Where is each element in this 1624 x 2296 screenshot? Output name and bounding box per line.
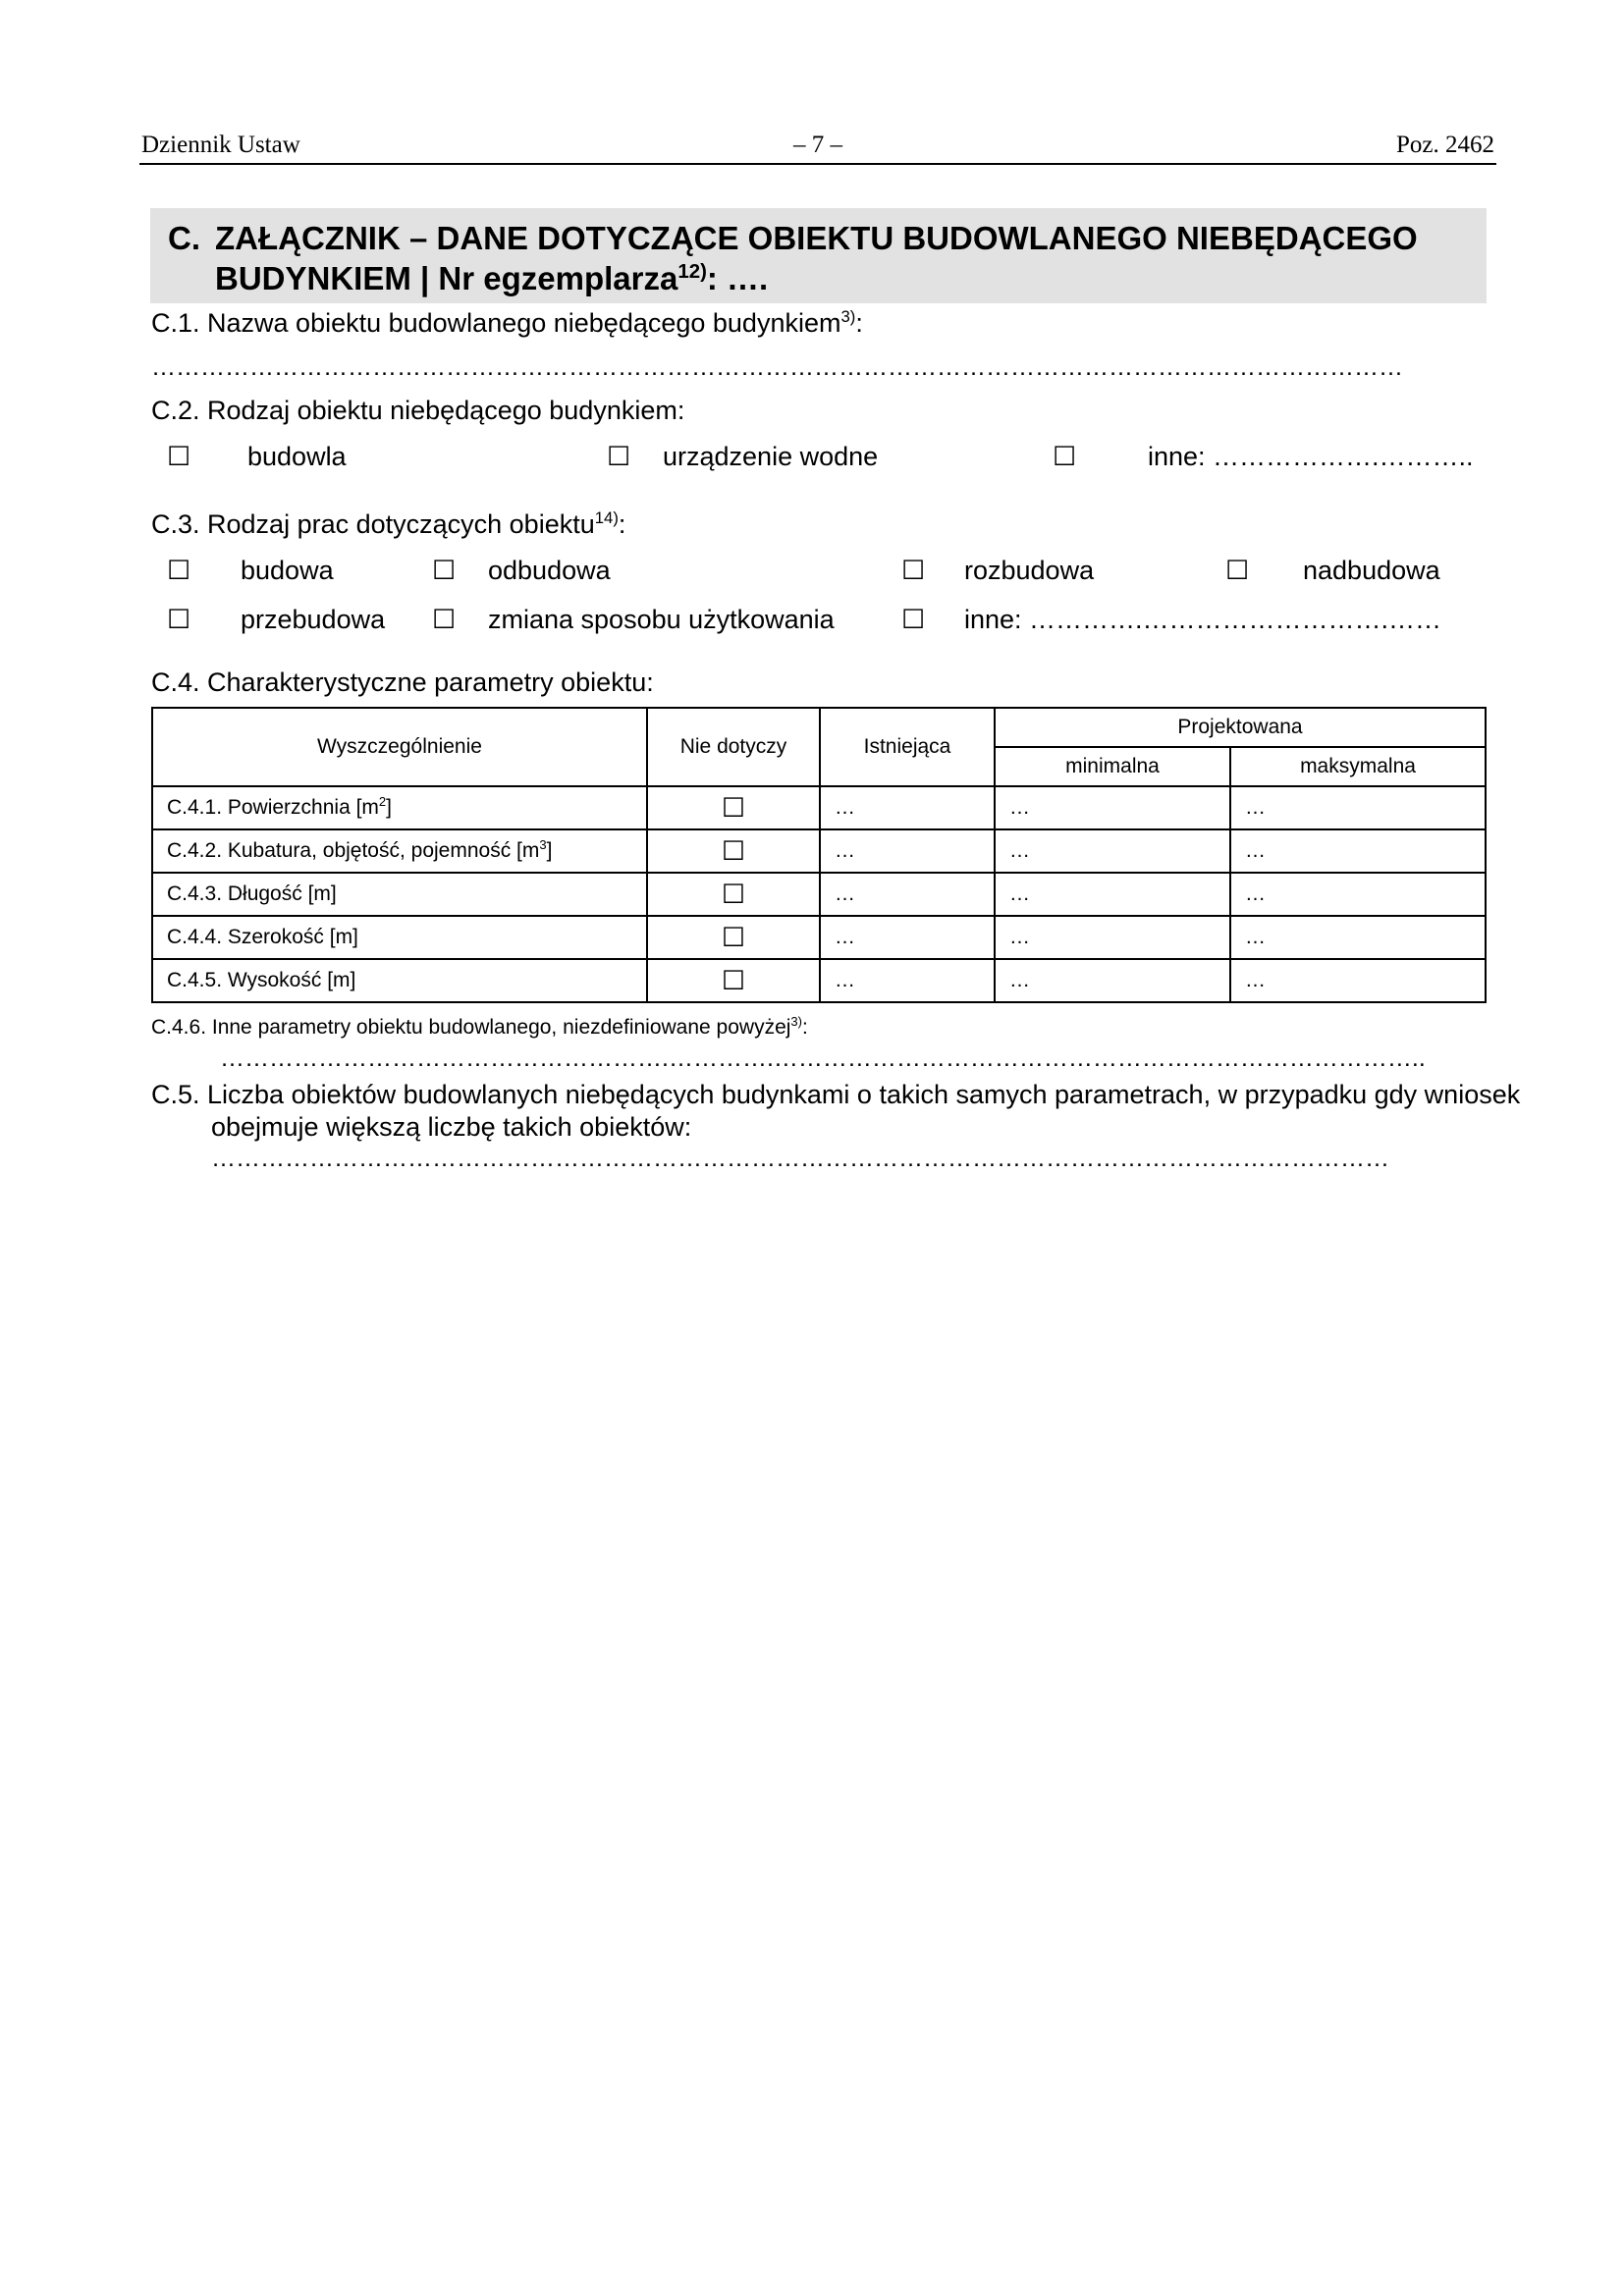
existing-value-field[interactable]: …: [820, 786, 995, 829]
c46-other-parameters-field[interactable]: ……………………………………………….………….……………………………………………………………………..: [220, 1044, 1426, 1072]
header-nie-dotyczy: Nie dotyczy: [647, 708, 820, 786]
header-wyszczegolnienie: Wyszczególnienie: [152, 708, 647, 786]
footnote-ref: 14): [594, 508, 619, 527]
row-label: [152, 786, 647, 829]
min-value-field[interactable]: …: [995, 786, 1230, 829]
header-projektowana: Projektowana: [995, 708, 1486, 747]
row-label: C.4.3. Długość [m]: [152, 873, 647, 916]
c2-checkbox-urzadzenie-wodne[interactable]: ☐: [607, 442, 631, 471]
c5-label-line2: obejmuje większą liczbę takich obiektów:: [211, 1112, 692, 1142]
existing-value-field[interactable]: …: [820, 829, 995, 873]
table-row: [152, 829, 1486, 873]
c3-option-inne[interactable]: inne: ………….……………………….……: [964, 605, 1442, 634]
table-header-row: [152, 708, 1486, 747]
c5-count-field[interactable]: ………………………………………………………………………………………………………………………………: [211, 1145, 1389, 1172]
row-label: [152, 829, 647, 873]
row-label-tail: ]: [546, 839, 553, 862]
c5-label-line1: C.5. Liczba obiektów budowlanych niebędących budynkami o takich samych parametrach, w przypadku gdy wniosek: [151, 1080, 1521, 1109]
c3-option-zmiana-sposobu: zmiana sposobu użytkowania: [488, 605, 835, 634]
table-row: [152, 873, 1486, 916]
c3-option-budowa: budowa: [241, 556, 334, 585]
max-value-field[interactable]: …: [1230, 916, 1486, 959]
c3-option-nadbudowa: nadbudowa: [1303, 556, 1440, 585]
c3-checkbox-inne[interactable]: ☐: [901, 605, 926, 634]
min-value-field[interactable]: …: [995, 873, 1230, 916]
c46-label-text: C.4.6. Inne parametry obiektu budowlanego, niezdefiniowane powyżej: [151, 1016, 791, 1039]
page-header: [139, 130, 1496, 165]
position-number: Poz. 2462: [1396, 132, 1494, 158]
c46-label: [151, 1016, 808, 1040]
c4-label: C.4. Charakterystyczne parametry obiektu:: [151, 667, 654, 697]
max-value-field[interactable]: …: [1230, 873, 1486, 916]
unit-exponent: 2: [378, 794, 387, 809]
page-number: – 7 –: [793, 132, 842, 158]
row-label-text: C.4.2. Kubatura, objętość, pojemność [m: [167, 839, 540, 862]
not-applicable-checkbox[interactable]: ☐: [647, 873, 820, 916]
existing-value-field[interactable]: …: [820, 916, 995, 959]
max-value-field[interactable]: …: [1230, 829, 1486, 873]
c3-checkbox-zmiana-sposobu[interactable]: ☐: [432, 605, 457, 634]
section-title-line2-text: BUDYNKIEM | Nr egzemplarza: [215, 260, 678, 296]
c3-checkbox-przebudowa[interactable]: ☐: [167, 605, 191, 634]
section-title: [150, 208, 1487, 303]
existing-value-field[interactable]: …: [820, 873, 995, 916]
min-value-field[interactable]: …: [995, 829, 1230, 873]
footnote-ref: 12): [677, 260, 707, 283]
c3-label-colon: :: [618, 509, 626, 539]
unit-exponent: 3: [539, 837, 547, 852]
row-label-tail: ]: [386, 796, 393, 819]
max-value-field[interactable]: …: [1230, 786, 1486, 829]
row-label: C.4.4. Szerokość [m]: [152, 916, 647, 959]
footnote-ref: 3): [790, 1014, 802, 1029]
table-row: [152, 786, 1486, 829]
header-istniejaca: Istniejąca: [820, 708, 995, 786]
c1-label-colon: :: [855, 308, 863, 338]
c1-object-name-field[interactable]: ………………………………………………………………………………………………………………………………………: [151, 353, 1403, 381]
c3-option-rozbudowa: rozbudowa: [964, 556, 1095, 585]
table-row: [152, 916, 1486, 959]
c2-option-urzadzenie-wodne: urządzenie wodne: [663, 442, 879, 471]
c1-label: [151, 308, 863, 339]
c3-checkbox-rozbudowa[interactable]: ☐: [901, 556, 926, 585]
existing-value-field[interactable]: …: [820, 959, 995, 1002]
c3-option-odbudowa: odbudowa: [488, 556, 611, 585]
header-minimalna: minimalna: [995, 747, 1230, 786]
row-label: C.4.5. Wysokość [m]: [152, 959, 647, 1002]
parameters-table: [151, 707, 1487, 1003]
c3-checkbox-odbudowa[interactable]: ☐: [432, 556, 457, 585]
c2-option-inne[interactable]: inne: ……………….………..: [1148, 442, 1474, 471]
journal-name: Dziennik Ustaw: [141, 132, 300, 158]
not-applicable-checkbox[interactable]: ☐: [647, 916, 820, 959]
section-title-line1: ZAŁĄCZNIK – DANE DOTYCZĄCE OBIEKTU BUDOWLANEGO NIEBĘDĄCEGO: [215, 220, 1418, 256]
not-applicable-checkbox[interactable]: ☐: [647, 829, 820, 873]
footnote-ref: 3): [840, 307, 856, 326]
header-maksymalna: maksymalna: [1230, 747, 1486, 786]
min-value-field[interactable]: …: [995, 959, 1230, 1002]
c3-checkbox-budowa[interactable]: ☐: [167, 556, 191, 585]
c2-checkbox-budowla[interactable]: ☐: [167, 442, 191, 471]
c2-checkbox-inne[interactable]: ☐: [1053, 442, 1077, 471]
max-value-field[interactable]: …: [1230, 959, 1486, 1002]
row-label-text: C.4.1. Powierzchnia [m: [167, 796, 379, 819]
c3-checkbox-nadbudowa[interactable]: ☐: [1225, 556, 1250, 585]
c3-option-przebudowa: przebudowa: [241, 605, 386, 634]
c1-label-text: C.1. Nazwa obiektu budowlanego niebędącego budynkiem: [151, 308, 841, 338]
not-applicable-checkbox[interactable]: ☐: [647, 959, 820, 1002]
c3-label-text: C.3. Rodzaj prac dotyczących obiektu: [151, 509, 595, 539]
c2-option-budowla: budowla: [247, 442, 347, 471]
copy-number-field[interactable]: : ….: [706, 260, 769, 296]
section-letter: C.: [168, 220, 200, 256]
c46-label-colon: :: [802, 1016, 808, 1039]
c3-label: [151, 509, 625, 540]
section-title-text: [215, 218, 1482, 298]
section-title-line2: [215, 258, 1482, 298]
c2-label: C.2. Rodzaj obiektu niebędącego budynkiem:: [151, 396, 685, 425]
table-row: [152, 959, 1486, 1002]
min-value-field[interactable]: …: [995, 916, 1230, 959]
not-applicable-checkbox[interactable]: ☐: [647, 786, 820, 829]
